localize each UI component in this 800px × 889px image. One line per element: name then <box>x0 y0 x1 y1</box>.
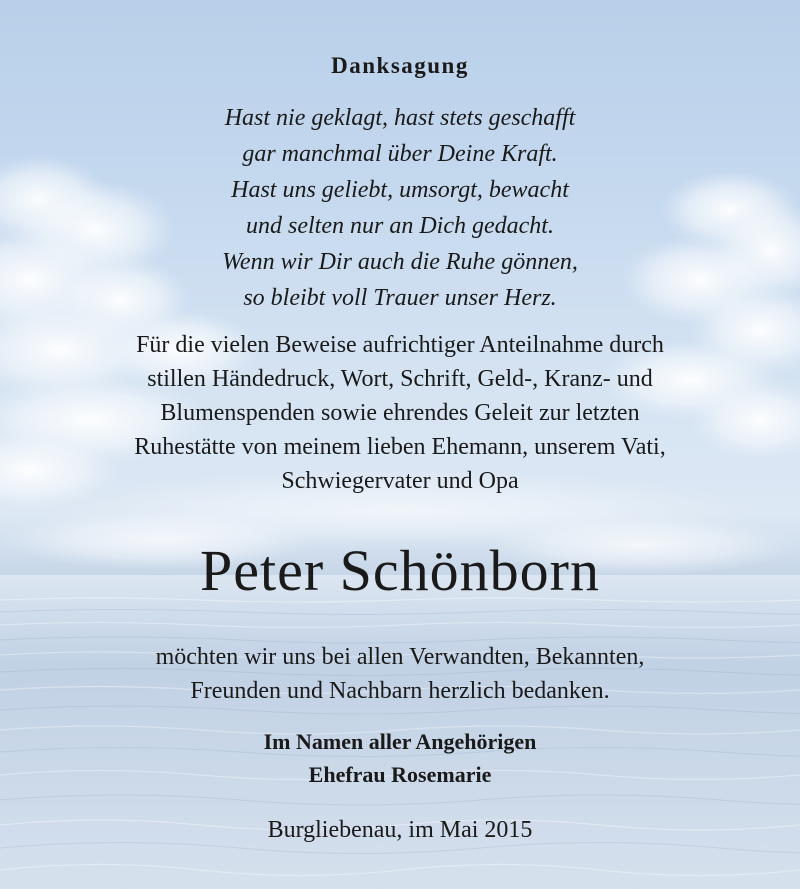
poem <box>0 100 800 316</box>
thanks-line: Ruhestätte von meinem lieben Ehemann, unserem Vati, <box>134 434 666 460</box>
poem-line: Hast uns geliebt, umsorgt, bewacht <box>231 177 569 203</box>
thanks-line: Blumenspenden sowie ehrendes Geleit zur letzten <box>160 400 640 426</box>
deceased-name: Peter Schönborn <box>200 538 600 603</box>
thanks-line: Für die vielen Beweise aufrichtiger Anteilnahme durch <box>136 332 664 358</box>
place-date: Burgliebenau, im Mai 2015 <box>267 817 533 843</box>
closing-line: Freunden und Nachbarn herzlich bedanken. <box>190 678 610 704</box>
heading: Danksagung <box>331 53 469 78</box>
poem-line: gar manchmal über Deine Kraft. <box>242 141 558 167</box>
thanks-line: Schwiegervater und Opa <box>281 468 519 494</box>
poem-line: so bleibt voll Trauer unser Herz. <box>243 285 557 311</box>
poem-line: Wenn wir Dir auch die Ruhe gönnen, <box>222 249 578 275</box>
closing-line: möchten wir uns bei allen Verwandten, Bekannten, <box>155 644 645 670</box>
signature-line: Im Namen aller Angehörigen <box>263 729 537 754</box>
poem-line: Hast nie geklagt, hast stets geschafft <box>224 105 576 131</box>
signature-line: Ehefrau Rosemarie <box>308 762 492 787</box>
closing-paragraph <box>0 640 800 708</box>
thanks-line: stillen Händedruck, Wort, Schrift, Geld-, Kranz- und <box>147 366 653 392</box>
thanks-paragraph <box>0 328 800 498</box>
signature-block <box>0 725 800 791</box>
poem-line: und selten nur an Dich gedacht. <box>246 213 554 239</box>
